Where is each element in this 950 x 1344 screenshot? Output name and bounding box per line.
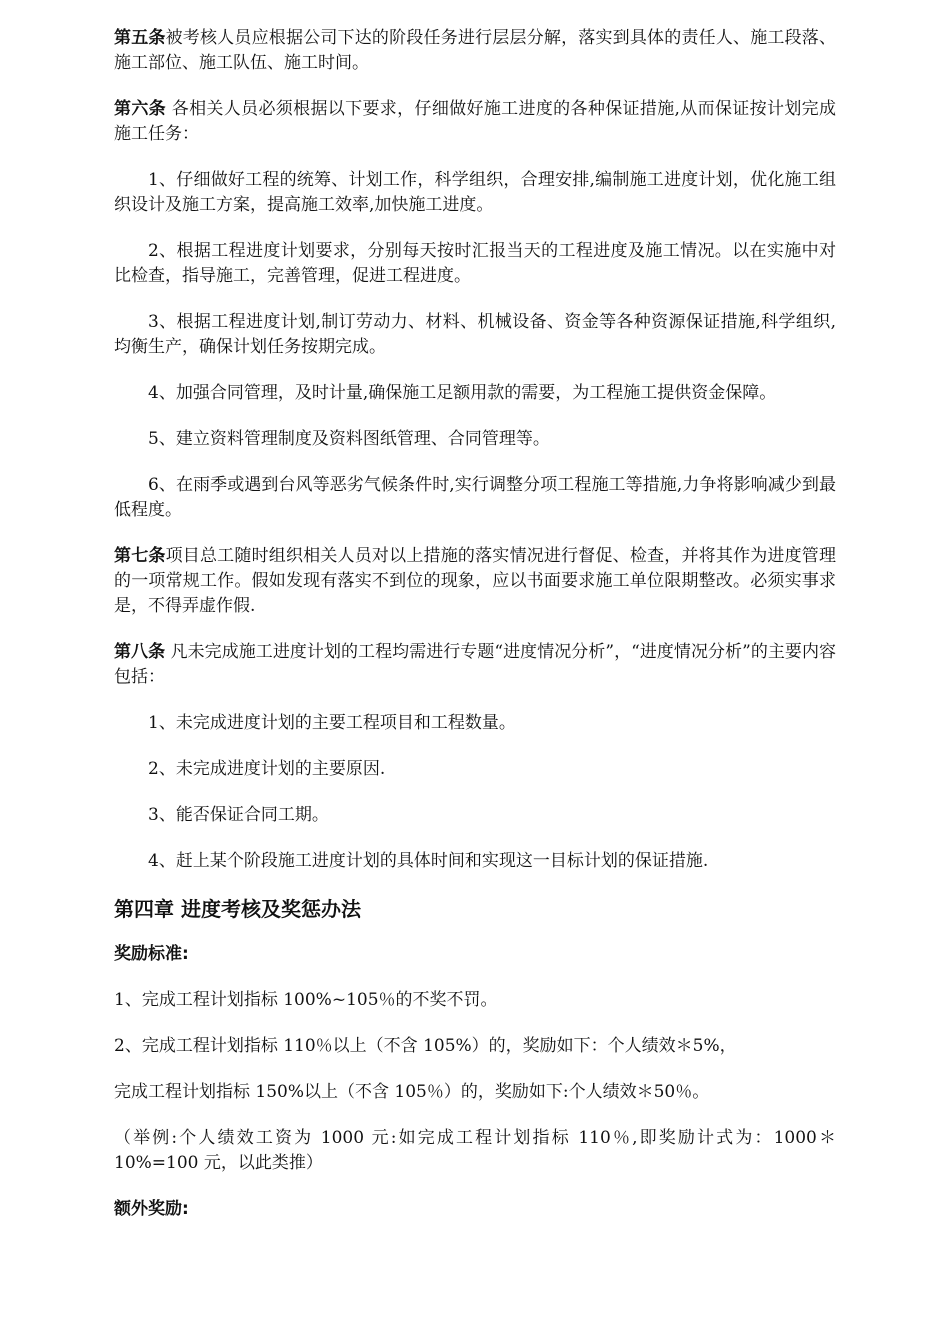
document-page bbox=[114, 26, 836, 1243]
article-6-label: 第六条 bbox=[114, 99, 167, 119]
reward-item-1: 1、完成工程计划指标 100%~105％的不奖不罚。 bbox=[114, 990, 498, 1010]
article-8-text: 凡未完成施工进度计划的工程均需进行专题“进度情况分析”，“进度情况分析”的主要内容包括： bbox=[114, 642, 836, 687]
article-7-label: 第七条 bbox=[114, 546, 166, 566]
article-6-item-6: 6、在雨季或遇到台风等恶劣气候条件时,实行调整分项工程施工等措施,力争将影响减少到最低程度。 bbox=[114, 475, 836, 520]
article-5-text: 被考核人员应根据公司下达的阶段任务进行层层分解，落实到具体的责任人、施工段落、施工部位、施工队伍、施工时间。 bbox=[114, 28, 837, 73]
article-8-item-2: 2、未完成进度计划的主要原因. bbox=[148, 759, 386, 779]
article-5-label: 第五条 bbox=[114, 28, 166, 48]
article-6 bbox=[114, 97, 836, 147]
reward-example: （举例:个人绩效工资为 1000 元:如完成工程计划指标 110％,即奖励计式为：1000＊10%=100 元，以此类推） bbox=[114, 1128, 836, 1173]
article-6-item-2: 2、根据工程进度计划要求，分别每天按时汇报当天的工程进度及施工情况。以在实施中对比检查，指导施工，完善管理，促进工程进度。 bbox=[114, 241, 836, 286]
reward-item-2: 2、完成工程计划指标 110％以上（不含 105%）的，奖励如下：个人绩效＊5%， bbox=[114, 1036, 737, 1056]
article-8-item-3: 3、能否保证合同工期。 bbox=[148, 805, 329, 825]
article-8-item-4: 4、赶上某个阶段施工进度计划的具体时间和实现这一目标计划的保证措施. bbox=[148, 851, 709, 871]
reward-item-3: 完成工程计划指标 150%以上（不含 105％）的，奖励如下:个人绩效＊50％。 bbox=[114, 1082, 710, 1102]
article-6-item-1: 1、仔细做好工程的统筹、计划工作，科学组织，合理安排,编制施工进度计划，优化施工组织设计及施工方案，提高施工效率,加快施工进度。 bbox=[114, 170, 836, 215]
extra-reward-heading: 额外奖励: bbox=[114, 1199, 189, 1219]
article-6-item-4: 4、加强合同管理，及时计量,确保施工足额用款的需要，为工程施工提供资金保障。 bbox=[148, 383, 777, 403]
article-7-text: 项目总工随时组织相关人员对以上措施的落实情况进行督促、检查，并将其作为进度管理的一项常规工作。假如发现有落实不到位的现象，应以书面要求施工单位限期整改。必须实事求是，不得弄虚作假. bbox=[114, 546, 837, 616]
reward-standard-heading: 奖励标准: bbox=[114, 944, 189, 964]
article-6-item-5: 5、建立资料管理制度及资料图纸管理、合同管理等。 bbox=[148, 429, 550, 449]
article-6-text: 各相关人员必须根据以下要求，仔细做好施工进度的各种保证措施,从而保证按计划完成施工任务： bbox=[114, 99, 836, 144]
chapter-4-title: 第四章 进度考核及奖惩办法 bbox=[114, 897, 361, 921]
article-7 bbox=[114, 544, 836, 619]
article-6-item-3: 3、根据工程进度计划,制订劳动力、材料、机械设备、资金等各种资源保证措施,科学组织,均衡生产，确保计划任务按期完成。 bbox=[114, 312, 836, 357]
article-5 bbox=[114, 26, 836, 76]
article-8-item-1: 1、未完成进度计划的主要工程项目和工程数量。 bbox=[148, 713, 516, 733]
article-8-label: 第八条 bbox=[114, 642, 166, 662]
article-8 bbox=[114, 640, 836, 690]
